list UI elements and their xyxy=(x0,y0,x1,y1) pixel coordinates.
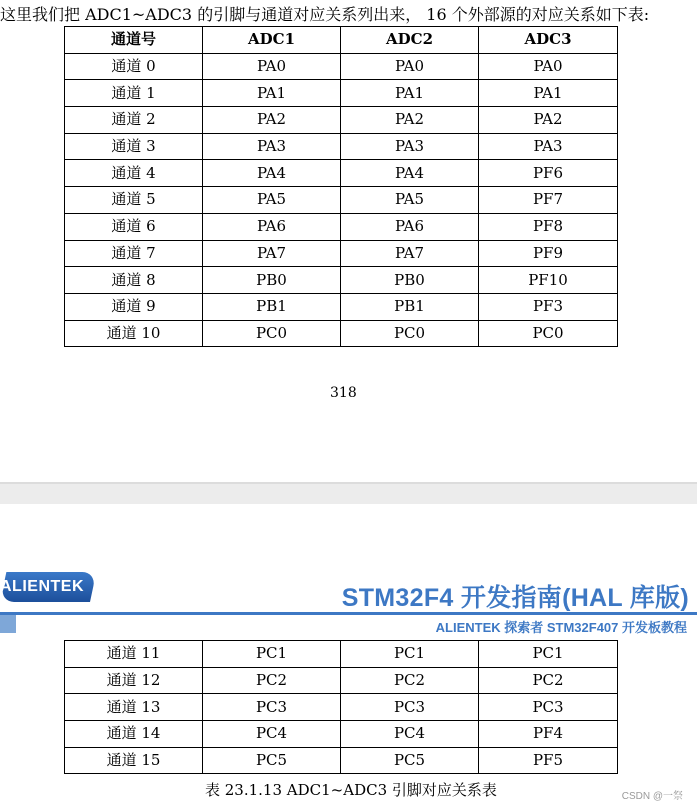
table-cell: 通道 2 xyxy=(65,107,203,134)
page-separator xyxy=(0,482,697,504)
header-adc3: ADC3 xyxy=(479,27,618,54)
header-square xyxy=(0,615,16,633)
page-number: 318 xyxy=(330,385,357,401)
table-cell: PA3 xyxy=(479,133,618,160)
alientek-logo-text: ALIENTEK xyxy=(0,578,84,595)
intro-paragraph: 这里我们把 ADC1~ADC3 的引脚与通道对应关系列出来， 16 个外部源的对应关系如下表: xyxy=(0,5,650,24)
table-cell: PF5 xyxy=(479,747,618,774)
header-adc2: ADC2 xyxy=(341,27,479,54)
table-cell: 通道 12 xyxy=(65,667,203,694)
table-row xyxy=(65,240,618,267)
table-row xyxy=(65,53,618,80)
table-cell: 通道 15 xyxy=(65,747,203,774)
table-cell: PA4 xyxy=(341,160,479,187)
table-header-row xyxy=(65,27,618,54)
table-cell: PA5 xyxy=(341,187,479,214)
pin-table-part-2 xyxy=(64,640,618,774)
table-cell: 通道 8 xyxy=(65,267,203,294)
table-row xyxy=(65,721,618,748)
table-cell: PF8 xyxy=(479,213,618,240)
table-cell: PA0 xyxy=(203,53,341,80)
table-cell: PC3 xyxy=(341,694,479,721)
table-row xyxy=(65,187,618,214)
table-cell: PF6 xyxy=(479,160,618,187)
table-cell: PC5 xyxy=(341,747,479,774)
table-cell: PC3 xyxy=(479,694,618,721)
table-cell: PC2 xyxy=(479,667,618,694)
table-cell: 通道 5 xyxy=(65,187,203,214)
table-row xyxy=(65,133,618,160)
table-cell: 通道 1 xyxy=(65,80,203,107)
table-cell: 通道 3 xyxy=(65,133,203,160)
table-cell: PA7 xyxy=(203,240,341,267)
table-cell: PA5 xyxy=(203,187,341,214)
table-cell: PC4 xyxy=(203,721,341,748)
table-cell: PA3 xyxy=(341,133,479,160)
table-cell: PC1 xyxy=(479,641,618,668)
table-cell: PC0 xyxy=(341,320,479,347)
table-row xyxy=(65,667,618,694)
table-cell: PA4 xyxy=(203,160,341,187)
table-cell: 通道 9 xyxy=(65,293,203,320)
table-cell: PA2 xyxy=(479,107,618,134)
table-cell: PB1 xyxy=(341,293,479,320)
table-cell: PB0 xyxy=(203,267,341,294)
table-cell: PF3 xyxy=(479,293,618,320)
table-caption: 表 23.1.13 ADC1~ADC3 引脚对应关系表 xyxy=(205,781,497,799)
table-row xyxy=(65,80,618,107)
table-row xyxy=(65,641,618,668)
table-cell: PC0 xyxy=(203,320,341,347)
table-cell: PA0 xyxy=(341,53,479,80)
table-cell: 通道 13 xyxy=(65,694,203,721)
table-cell: PA2 xyxy=(203,107,341,134)
table-cell: PF7 xyxy=(479,187,618,214)
table-row xyxy=(65,747,618,774)
header-channel: 通道号 xyxy=(65,27,203,54)
table-row xyxy=(65,694,618,721)
table-cell: PF4 xyxy=(479,721,618,748)
table-cell: PA3 xyxy=(203,133,341,160)
table-cell: PA6 xyxy=(203,213,341,240)
table-cell: PC1 xyxy=(341,641,479,668)
table-cell: PA7 xyxy=(341,240,479,267)
table-cell: 通道 7 xyxy=(65,240,203,267)
table-cell: 通道 6 xyxy=(65,213,203,240)
pin-table-part-1 xyxy=(64,26,618,347)
table-cell: PC5 xyxy=(203,747,341,774)
table-cell: 通道 11 xyxy=(65,641,203,668)
table-cell: PC2 xyxy=(203,667,341,694)
table-cell: PA1 xyxy=(341,80,479,107)
header-adc1: ADC1 xyxy=(203,27,341,54)
table-cell: PB0 xyxy=(341,267,479,294)
table-cell: PA6 xyxy=(341,213,479,240)
table-cell: PC0 xyxy=(479,320,618,347)
table-cell: 通道 10 xyxy=(65,320,203,347)
table-cell: PA2 xyxy=(341,107,479,134)
table-row xyxy=(65,107,618,134)
table-cell: PA1 xyxy=(203,80,341,107)
table-row xyxy=(65,293,618,320)
header-subtitle: ALIENTEK 探索者 STM32F407 开发板教程 xyxy=(435,620,687,635)
table-row xyxy=(65,213,618,240)
table-cell: PC4 xyxy=(341,721,479,748)
header-rule xyxy=(0,612,697,615)
table-cell: PF9 xyxy=(479,240,618,267)
table-cell: PF10 xyxy=(479,267,618,294)
table-cell: PA0 xyxy=(479,53,618,80)
table-row xyxy=(65,267,618,294)
table-cell: PC1 xyxy=(203,641,341,668)
header-title: STM32F4 开发指南(HAL 库版) xyxy=(341,584,689,612)
table-cell: 通道 14 xyxy=(65,721,203,748)
table-cell: 通道 4 xyxy=(65,160,203,187)
table-cell: PC3 xyxy=(203,694,341,721)
table-cell: PA1 xyxy=(479,80,618,107)
table-cell: PB1 xyxy=(203,293,341,320)
csdn-watermark: CSDN @一祭 xyxy=(621,791,683,802)
table-cell: PC2 xyxy=(341,667,479,694)
table-cell: 通道 0 xyxy=(65,53,203,80)
table-row xyxy=(65,320,618,347)
table-row xyxy=(65,160,618,187)
